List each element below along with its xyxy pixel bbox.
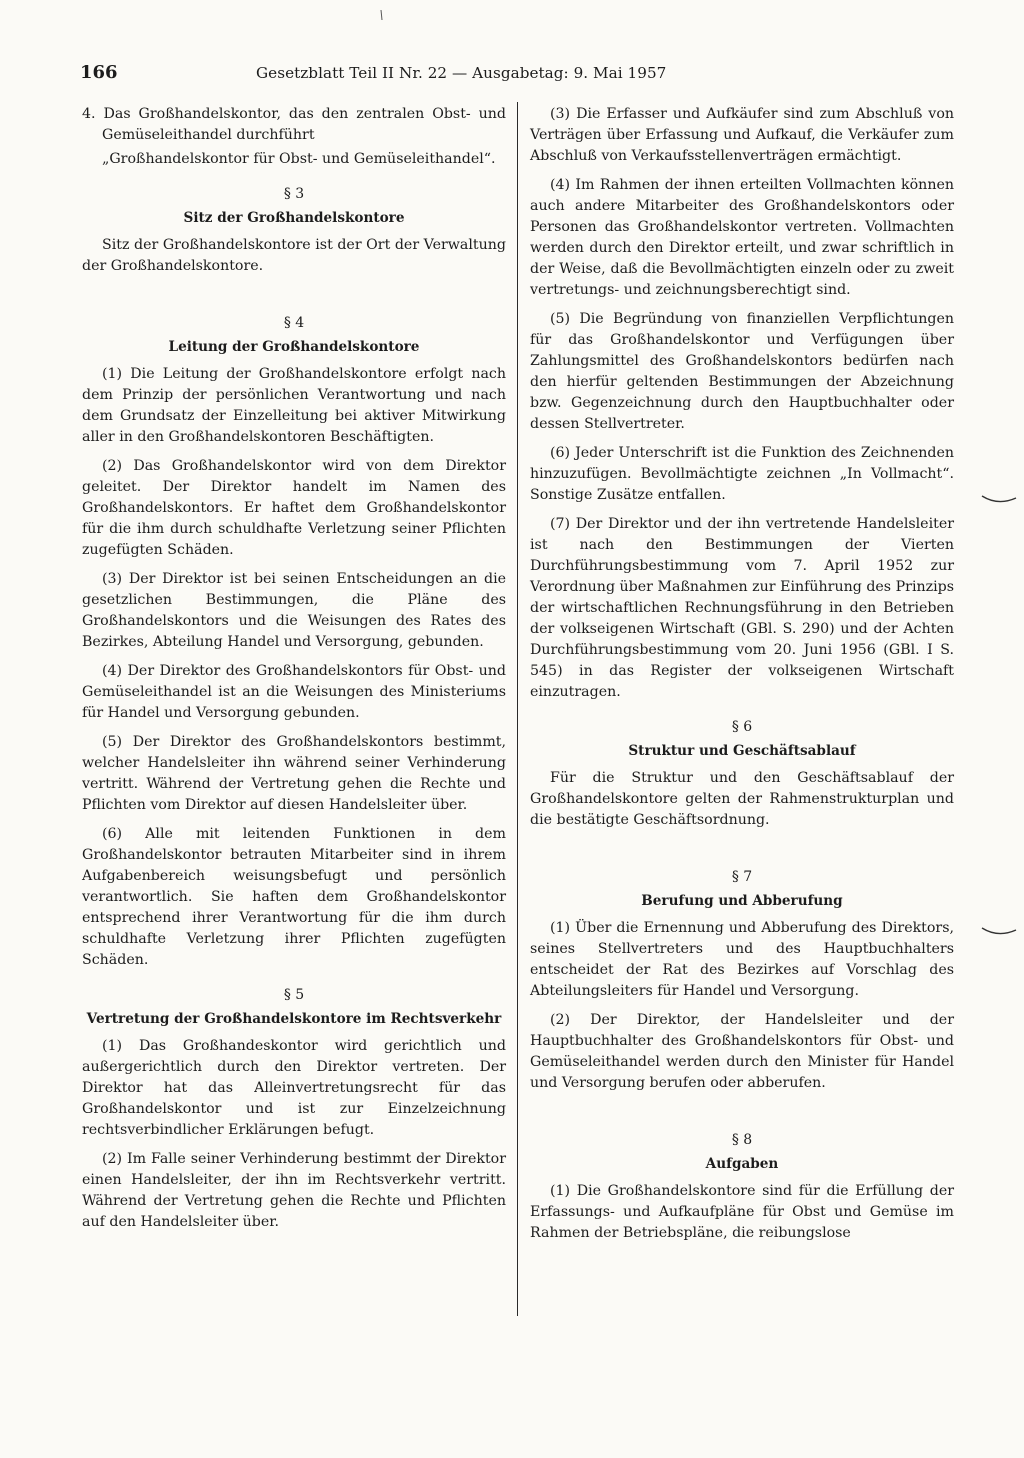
section-6-title: Struktur und Geschäftsablauf	[628, 743, 856, 759]
section-5-title: Vertretung der Großhandelskontore im Rechtsverkehr	[86, 1011, 502, 1027]
column-divider	[517, 102, 518, 1316]
section-8-title: Aufgaben	[705, 1156, 779, 1172]
section-3-title: Sitz der Großhandelskontore	[183, 210, 405, 226]
section-4-paragraph-1: (1) Die Leitung der Großhandelskontore erfolgt nach dem Prinzip der persönlichen Verantwortung und nach dem Grundsatz der Einzelleitung bei aktiver Mitwirkung aller in den Großhandelskontoren Beschäftigten.	[82, 366, 506, 445]
section-4-paragraph-3: (3) Der Direktor ist bei seinen Entscheidungen an die gesetzlichen Bestimmungen, die Pläne des Großhandelskontors und die Weisungen des Rates des Bezirkes, Abteilung Handel und Versorgung, gebunden.	[82, 571, 506, 650]
right-column	[530, 104, 954, 1252]
section-4-title: Leitung der Großhandelskontore	[168, 339, 420, 355]
section-5-paragraph-3: (3) Die Erfasser und Aufkäufer sind zum Abschluß von Verträgen über Erfassung und Aufkauf, die Verkäufer zum Abschluß von Verkaufsstellenverträgen ermächtigt.	[530, 106, 954, 164]
section-8-number: § 8	[731, 1132, 753, 1148]
section-6-number: § 6	[731, 719, 753, 735]
section-4-number: § 4	[283, 315, 305, 331]
section-5-paragraph-5: (5) Die Begründung von finanziellen Verpflichtungen für das Großhandelskontor und Verfügungen über Zahlungsmittel des Großhandelskontors bedürfen nach den hierfür geltenden Bestimmungen der Abzeichnung bzw. Gegenzeichnung durch den Hauptbuchhalter oder dessen Stellvertreter.	[530, 311, 954, 432]
section-5-paragraph-2: (2) Im Falle seiner Verhinderung bestimmt der Direktor einen Handelsleiter, der ihn im Rechtsverkehr vertritt. Während der Vertretung gehen die Rechte und Pflichten auf den Handelsleiter über.	[82, 1151, 506, 1230]
section-4-paragraph-5: (5) Der Direktor des Großhandelskontors bestimmt, welcher Handelsleiter ihn während seiner Verhinderung vertritt. Während der Vertretung gehen die Rechte und Pflichten vom Direktor auf diesen Handelsleiter über.	[82, 734, 506, 813]
section-4-paragraph-2: (2) Das Großhandelskontor wird von dem Direktor geleitet. Der Direktor handelt im Namen des Großhandelskontors. Er haftet dem Großhandelskontor für die ihm durch schuldhafte Verletzung seiner Pflichten zugefügten Schäden.	[82, 458, 506, 558]
scan-speck	[378, 8, 386, 24]
section-5-paragraph-6: (6) Jeder Unterschrift ist die Funktion des Zeichnenden hinzuzufügen. Bevollmächtigte zeichnen „In Vollmacht“. Sonstige Zusätze entfallen.	[530, 445, 954, 503]
section-7-title: Berufung und Abberufung	[641, 893, 843, 909]
section-5-paragraph-1: (1) Das Großhandeskontor wird gerichtlich und außergerichtlich durch den Direktor vertreten. Der Direktor hat das Alleinvertretungsrecht für das Großhandelskontor und ist zur Einzelzeichnung rechtsverbindlicher Erklärungen befugt.	[82, 1038, 506, 1138]
section-3-paragraph: Sitz der Großhandelskontore ist der Ort der Verwaltung der Großhandelskontore.	[82, 237, 506, 274]
section-7-paragraph-1: (1) Über die Ernennung und Abberufung des Direktors, seines Stellvertreters und des Hauptbuchhalters entscheidet der Rat des Bezirkes auf Vorschlag des Abteilungsleiters für Handel und Versorgung.	[530, 920, 954, 999]
section-7-number: § 7	[731, 869, 753, 885]
item-4-name: „Großhandelskontor für Obst- und Gemüseleithandel“.	[102, 151, 496, 167]
gazette-title: Gesetzblatt Teil II Nr. 22 — Ausgabetag: 9. Mai 1957	[256, 64, 667, 82]
section-5-paragraph-7: (7) Der Direktor und der ihn vertretende Handelsleiter ist nach den Bestimmungen der Vierten Durchführungsbestimmung vom 7. April 1952 zur Verordnung über Maßnahmen zur Einführung des Prinzips der wirtschaftlichen Rechnungsführung in den Betrieben der volkseigenen Wirtschaft (GBl. S. 290) und der Achten Durchführungsbestimmung vom 20. Juni 1956 (GBl. I S. 545) in das Register der volkseigenen Wirtschaft einzutragen.	[530, 516, 954, 700]
section-5-paragraph-4: (4) Im Rahmen der ihnen erteilten Vollmachten können auch andere Mitarbeiter des Großhandelskontors oder Personen das Großhandelskontor vertreten. Vollmachten werden durch den Direktor erteilt, und zwar schriftlich in der Weise, daß die Bevollmächtigten einzeln oder zu zweit vertretungs- und zeichnungsberechtigt sind.	[530, 177, 954, 298]
section-7-paragraph-2: (2) Der Direktor, der Handelsleiter und der Hauptbuchhalter des Großhandelskontors für Obst- und Gemüseleithandel werden durch den Minister für Handel und Versorgung berufen oder abberufen.	[530, 1012, 954, 1091]
page-header	[80, 62, 960, 83]
section-4-paragraph-4: (4) Der Direktor des Großhandelskontors für Obst- und Gemüseleithandel ist an die Weisungen des Ministeriums für Handel und Versorgung gebunden.	[82, 663, 506, 721]
section-4-paragraph-6: (6) Alle mit leitenden Funktionen in dem Großhandelskontor betrauten Mitarbeiter sind in ihrem Aufgabenbereich weisungsbefugt und persönlich verantwortlich. Sie haften dem Großhandelskontor entsprechend ihrer Verantwortung für die ihm durch schuldhafte Verletzung ihrer Pflichten zugefügten Schäden.	[82, 826, 506, 968]
section-6-paragraph: Für die Struktur und den Geschäftsablauf der Großhandelskontore gelten der Rahmenstrukturplan und die bestätigte Geschäftsordnung.	[530, 770, 954, 828]
margin-mark	[980, 492, 1020, 508]
left-column	[82, 104, 506, 1241]
section-5-number: § 5	[283, 987, 305, 1003]
section-3-number: § 3	[283, 186, 305, 202]
section-8-paragraph-1: (1) Die Großhandelskontore sind für die Erfüllung der Erfassungs- und Aufkaufpläne für Obst und Gemüse im Rahmen der Betriebspläne, die reibungslose	[530, 1183, 954, 1241]
item-4-text: 4. Das Großhandelskontor, das den zentralen Obst- und Gemüseleithandel durchführt	[82, 106, 506, 143]
page-number: 166	[80, 62, 118, 83]
margin-mark	[980, 924, 1020, 940]
